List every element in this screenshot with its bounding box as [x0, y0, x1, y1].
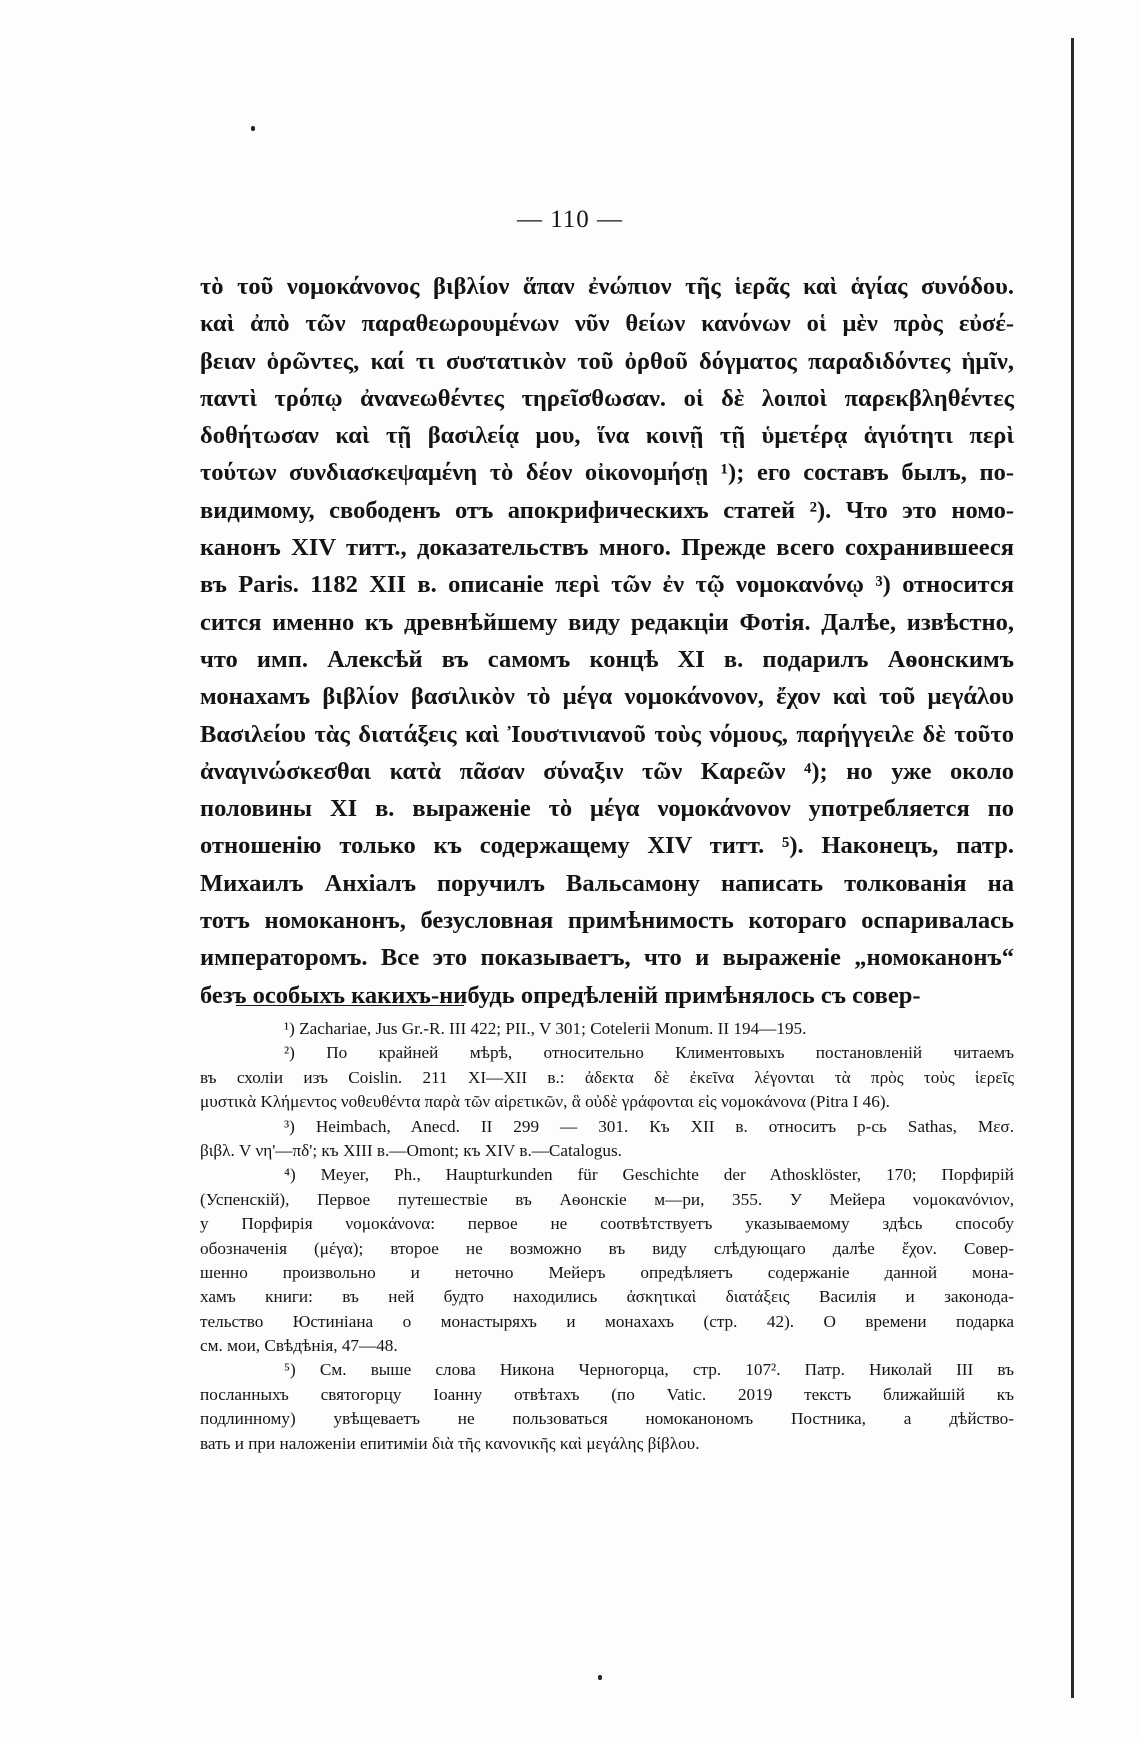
scan-speck	[251, 126, 255, 131]
scan-speck	[598, 1675, 602, 1680]
footnote-line: (Успенскій), Первое путешествіе въ Аѳонскіе м—ри, 355. У Мейера νομοκανόνιον,	[200, 1189, 1014, 1209]
text-line: ἀναγινώσκεσθαι κατὰ πᾶσαν σύναξιν τῶν Καρεῶν ⁴); но уже около	[200, 757, 1014, 785]
footnote-line: хамъ книги: въ ней будто находились ἀσκητικαὶ διατάξεις Василія и законода-	[200, 1287, 1014, 1307]
text-line: τούτων συνδιασκεψαμένη τὸ δέον οἰκονομήσῃ ¹); его составъ былъ, по-	[200, 459, 1014, 487]
footnote-line: у Порфирія νομοκάνονα: первое не соотвѣтствуетъ указываемому здѣсь способу	[200, 1214, 1014, 1234]
footnote-line: ²) По крайней мѣрѣ, относительно Климентовыхъ постановленій читаемъ	[284, 1043, 1014, 1063]
footnote-line: μυστικὰ Κλήμεντος νοθευθέντα παρὰ τῶν αἱρετικῶν, ἃ οὐδὲ γράφονται εἰς νομοκάνονα (Pitra I 46).	[200, 1092, 890, 1112]
text-line: императоромъ. Все это показываетъ, что и выраженіе „номоканонъ“	[200, 944, 1014, 972]
text-line: βειαν ὁρῶντες, καί τι συστατικὸν τοῦ ὀρθοῦ δόγματος παραδιδόντες ἡμῖν,	[200, 347, 1014, 375]
body-text	[200, 268, 1014, 1014]
text-line: монахамъ βιβλίον βασιλικὸν τὸ μέγα νομοκάνονον, ἔχον καὶ τοῦ μεγάλου	[200, 683, 1014, 711]
footnote-line: βιβλ. V νη'—πδ'; къ XIII в.—Omont; къ XIV в.—Catalogus.	[200, 1140, 622, 1160]
text-line: Михаилъ Анхіалъ поручилъ Вальсамону написать толкованія на	[200, 869, 1014, 897]
page-edge-shadow	[1071, 38, 1074, 1698]
text-line: τὸ τοῦ νομοκάνονος βιβλίον ἅπαν ἐνώπιον τῆς ἱερᾶς καὶ ἁγίας συνόδου.	[200, 273, 1014, 300]
footnote-line: ³) Heimbach, Anecd. II 299 — 301. Къ XII в. относитъ р-сь Sathas, Μεσ.	[284, 1116, 1014, 1136]
footnote-line: въ схоліи изъ Coislin. 211 XI—XII в.: ἀδεκτα δὲ ἐκεῖνα λέγονται τὰ πρὸς τοὺς ἱερεῖς	[200, 1067, 1014, 1087]
footnote-line: обозначенія (μέγα); второе не возможно въ виду слѣдующаго далѣе ἔχον. Совер-	[200, 1238, 1014, 1258]
footnote-line: ¹) Zachariae, Jus Gr.-R. III 422; PII., V 301; Cotelerii Monum. II 194—195.	[284, 1019, 807, 1038]
footnote-line: ⁵) См. выше слова Никона Черногорца, стр. 107². Патр. Николай III въ	[284, 1360, 1014, 1380]
footnote-line: см. мои, Свѣдѣнія, 47—48.	[200, 1336, 398, 1356]
text-line: въ Paris. 1182 XII в. описаніе περὶ τῶν ἐν τῷ νομοκανόνῳ ³) относится	[200, 571, 1014, 599]
text-line: половины XI в. выраженіе τὸ μέγα νομοκάνονον употребляется по	[200, 795, 1014, 823]
text-line: тотъ номоканонъ, безусловная примѣнимость котораго оспаривалась	[200, 907, 1014, 935]
text-line: видимому, свободенъ отъ апокрифическихъ статей ²). Что это номо-	[200, 496, 1014, 524]
text-line: Βασιλείου τὰς διατάξεις καὶ Ἰουστινιανοῦ τοὺς νόμους, παρήγγειλε δὲ τοῦτο	[200, 720, 1014, 748]
footnote-line: посланныхъ святогорцу Іоанну отвѣтахъ (по Vatic. 2019 текстъ ближайшій къ	[200, 1384, 1014, 1404]
footnote-line: вать и при наложеніи епитиміи διὰ τῆς κανονικῆς καὶ μεγάλης βίβλου.	[200, 1433, 700, 1453]
footnote-line: тельство Юстиніана о монастыряхъ и монахахъ (стр. 42). О времени подарка	[200, 1311, 1014, 1331]
text-line: канонъ XIV титт., доказательствъ много. Прежде всего сохранившееся	[200, 534, 1014, 562]
footnotes	[200, 1017, 1014, 1456]
text-line: καὶ ἀπὸ τῶν παραθεωρουμένων νῦν θείων κανόνων οἱ μὲν πρὸς εὐσέ-	[200, 310, 1014, 338]
footnote-line: ⁴) Meyer, Ph., Haupturkunden für Geschichte der Athosklöster, 170; Порфирій	[284, 1165, 1014, 1185]
text-line: отношенію только къ содержащему XIV титт. ⁵). Наконецъ, патр.	[200, 832, 1014, 860]
footnote-line: шенно произвольно и неточно Мейеръ опредѣляетъ содержаніе данной мона-	[200, 1262, 1014, 1282]
footnote-line: подлинному) увѣщеваетъ не пользоваться номоканономъ Постника, а дѣйство-	[200, 1409, 1014, 1429]
footnote-separator	[236, 1005, 464, 1006]
text-line: безъ особыхъ какихъ-нибудь опредѣленій примѣнялось съ совер-	[200, 981, 921, 1009]
text-line: παντὶ τρόπῳ ἀνανεωθέντες τηρεῖσθωσαν. οἱ δὲ λοιποὶ παρεκβληθέντες	[200, 384, 1014, 412]
text-line: δοθήτωσαν καὶ τῇ βασιλείᾳ μου, ἵνα κοινῇ τῇ ὑμετέρᾳ ἁγιότητι περὶ	[200, 422, 1014, 450]
text-line: что имп. Алексѣй въ самомъ концѣ XI в. подарилъ Аѳонскимъ	[200, 645, 1014, 673]
page-number: — 110 —	[516, 206, 624, 233]
text-line: сится именно къ древнѣйшему виду редакціи Фотія. Далѣе, извѣстно,	[200, 608, 1014, 636]
